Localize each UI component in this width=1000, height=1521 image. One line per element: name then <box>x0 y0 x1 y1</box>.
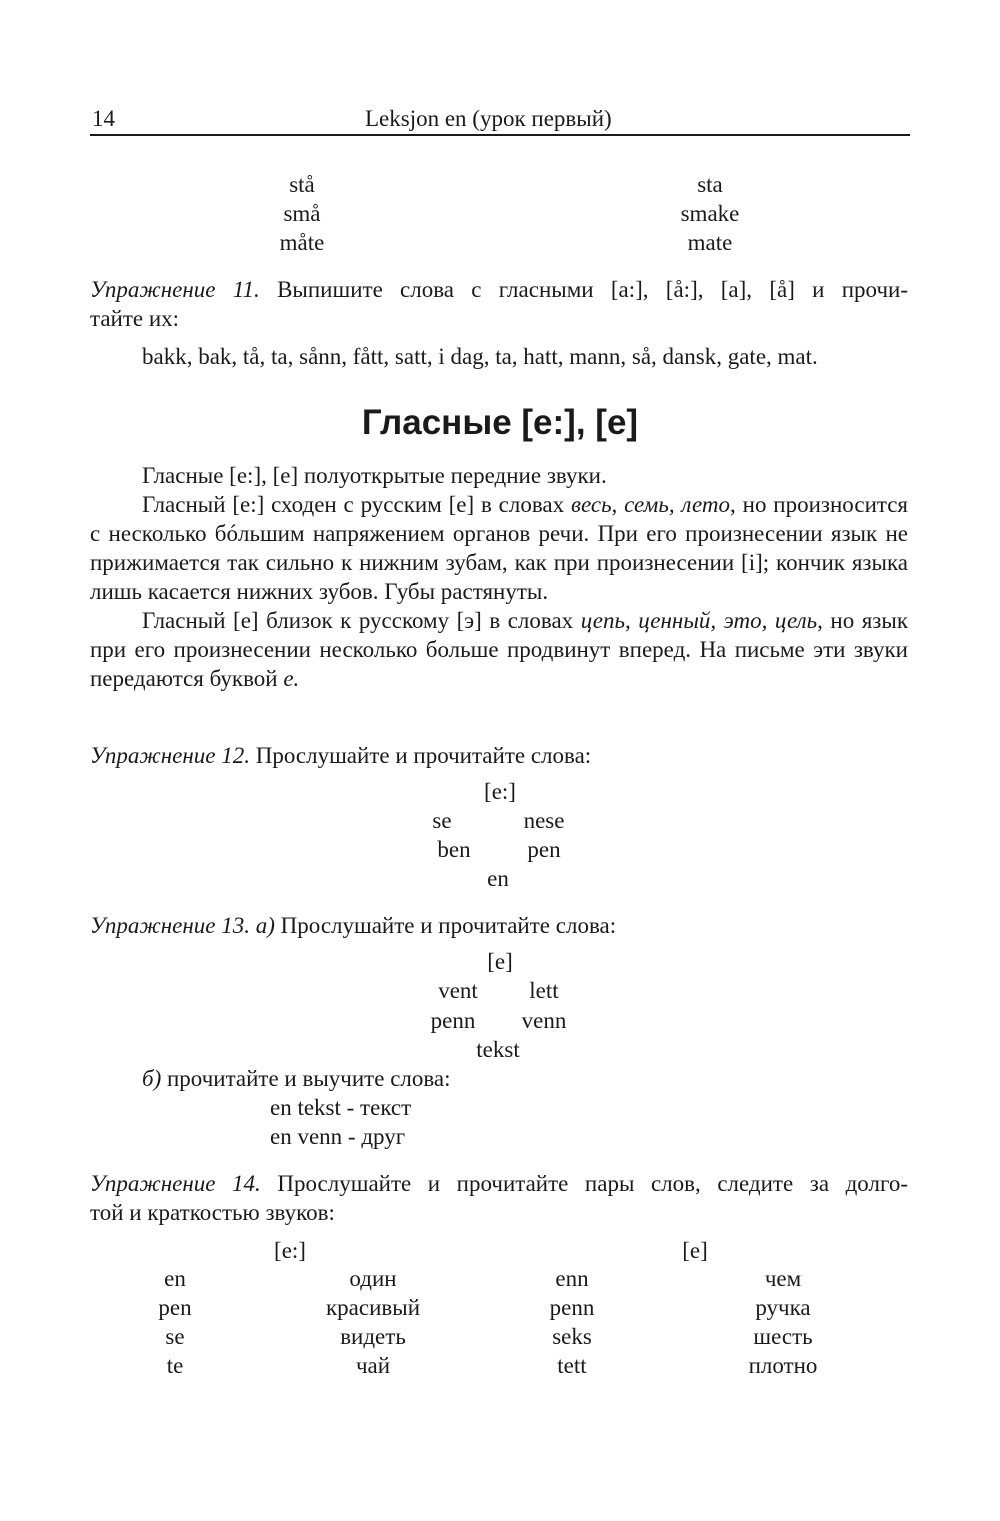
section-paragraph-2: Гласный [e:] сходен с русским [е] в словах весь, семь, лето, но произносится с несколько бóльшим напряжением органов речи. При его произнесении язык не прижимается так сильно к нижним зубам, как при произнесении [i]; кончик языка лишь касается нижних зубов. Губы растянуты. <box>90 492 909 604</box>
word: se <box>432 808 452 833</box>
word: smake <box>680 201 740 226</box>
word: enn <box>555 1266 589 1291</box>
word: en <box>164 1266 186 1291</box>
exercise-13-instruction: Упражнение 13. а) Прослушайте и прочитайте слова: <box>90 913 617 938</box>
translation: ручка <box>755 1295 811 1320</box>
word: vent <box>438 978 478 1003</box>
word: se <box>165 1324 185 1349</box>
exercise-12-label: Упражнение 12. <box>90 743 250 768</box>
exercise-12-sound: [e:] <box>484 779 516 804</box>
exercise-13b-instruction: б) прочитайте и выучите слова: <box>142 1066 451 1091</box>
section-paragraph-3: Гласный [e] близок к русскому [э] в словах цепь, ценный, это, цель, но язык при его произнесении несколько больше продвинут вперед. На письме эти звуки передаются буквой e. <box>90 608 909 691</box>
translation: красивый <box>325 1295 421 1320</box>
page-number: 14 <box>92 106 115 131</box>
translation: один <box>349 1266 397 1291</box>
short-translations-column <box>713 1264 853 1380</box>
word: seks <box>552 1324 592 1349</box>
word: små <box>283 201 321 226</box>
short-vowel-header: [e] <box>682 1238 708 1263</box>
word: stå <box>289 172 315 197</box>
exercise-12-instruction: Упражнение 12. Прослушайте и прочитайте слова: <box>90 743 592 768</box>
short-words-column <box>522 1264 622 1380</box>
word: sta <box>697 172 723 197</box>
exercise-14-label: Упражнение 14. <box>90 1171 261 1196</box>
word: penn <box>430 1008 476 1033</box>
section-title: Гласные [e:], [e] <box>361 403 639 442</box>
word: tett <box>557 1353 587 1378</box>
section-paragraph-1: Гласные [e:], [e] полуоткрытые передние звуки. <box>142 463 607 488</box>
long-words-column <box>125 1264 225 1380</box>
word: penn <box>549 1295 595 1320</box>
word-column-right <box>650 170 770 257</box>
header-rule <box>90 134 910 136</box>
long-translations-column <box>303 1264 443 1380</box>
long-vowel-header: [e:] <box>274 1238 306 1263</box>
translation: видеть <box>340 1324 406 1349</box>
translation: шесть <box>753 1324 813 1349</box>
exercise-11-words: bakk, bak, tå, ta, sånn, fått, satt, i dag, ta, hatt, mann, så, dansk, gate, mat. <box>142 344 818 369</box>
word: nese <box>523 808 565 833</box>
vocab-item: en venn - друг <box>270 1124 406 1149</box>
translation: чай <box>355 1353 391 1378</box>
word: mate <box>687 230 733 255</box>
vocab-item: en tekst - текст <box>270 1095 412 1120</box>
word: tekst <box>476 1037 520 1062</box>
word: en <box>487 866 509 891</box>
exercise-11-label: Упражнение 11. <box>90 277 260 302</box>
exercise-14-instruction: Упражнение 14. Прослушайте и прочитайте пары слов, следите за долго- той и краткостью звуков: <box>90 1171 909 1225</box>
running-title: Leksjon en (урок первый) <box>365 106 612 131</box>
word: te <box>166 1353 184 1378</box>
word: pen <box>527 837 561 862</box>
word: lett <box>529 978 559 1003</box>
word: måte <box>279 230 325 255</box>
exercise-13-label: Упражнение 13. а) <box>90 913 275 938</box>
translation: чем <box>764 1266 802 1291</box>
word: ben <box>437 837 471 862</box>
word: venn <box>521 1008 567 1033</box>
word: pen <box>158 1295 192 1320</box>
exercise-13-sound: [e] <box>487 949 513 974</box>
word-column-left <box>252 170 352 257</box>
exercise-11-instruction: Упражнение 11. Выпишите слова с гласными [a:], [å:], [a], [å] и прочи- тайте их: <box>90 277 908 331</box>
translation: плотно <box>748 1353 818 1378</box>
